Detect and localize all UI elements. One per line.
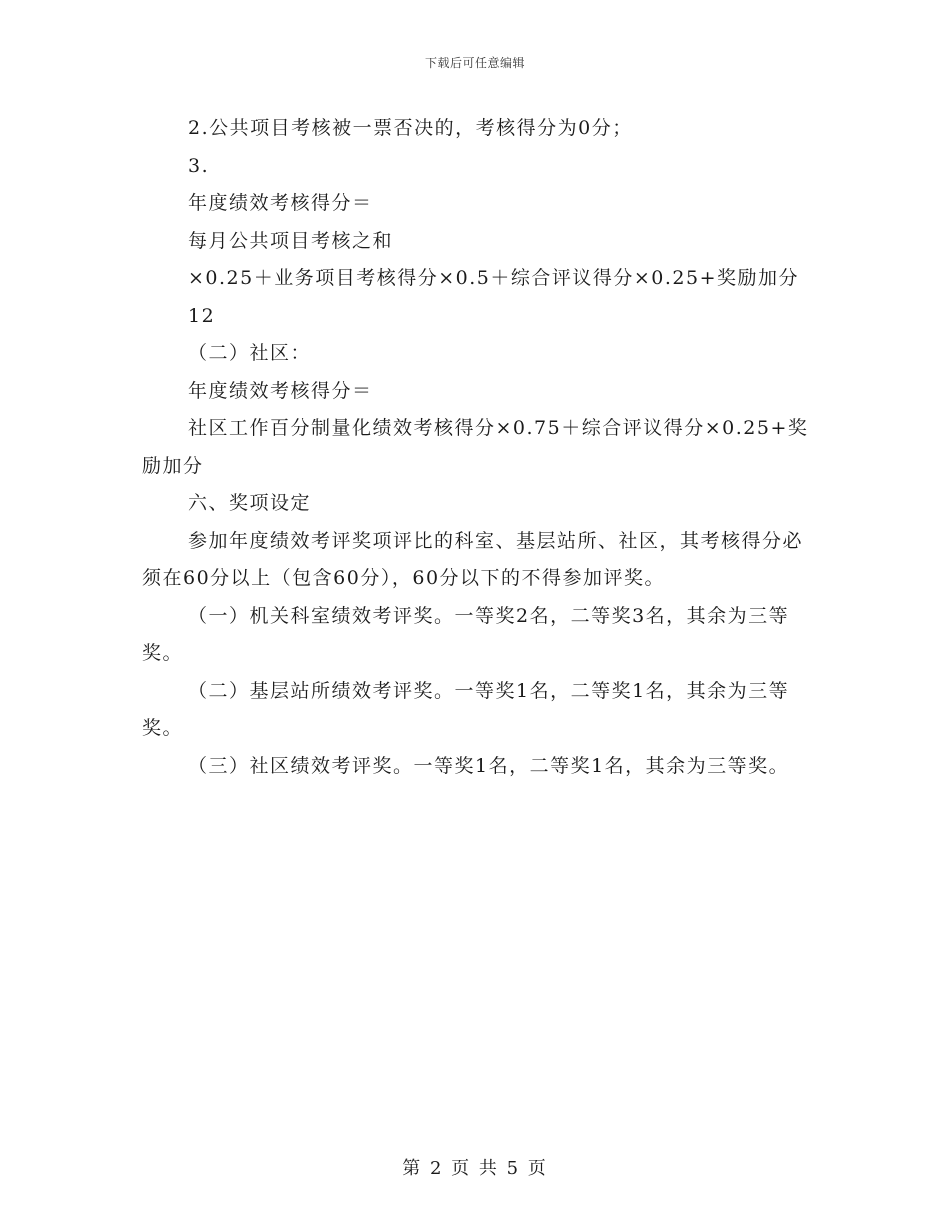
- paragraph-annual-score-label: 年度绩效考核得分＝: [188, 192, 373, 214]
- paragraph-community-heading: （二）社区：: [188, 342, 312, 364]
- paragraph-monthly-sum: 每月公共项目考核之和: [188, 229, 394, 252]
- section-heading-awards: 六、奖项设定: [188, 492, 312, 514]
- paragraph-award-eligibility: 参加年度绩效考评奖项评比的科室、基层站所、社区，其考核得分必须在60分以上（包含60分），60分以下的不得参加评奖。: [142, 529, 804, 589]
- paragraph-award-stations: （二）基层站所绩效考评奖。一等奖1名，二等奖1名，其余为三等奖。: [142, 679, 790, 739]
- paragraph-public-veto: 2.公共项目考核被一票否决的，考核得分为0分；: [188, 117, 633, 139]
- page-header-note: 下载后可任意编辑: [424, 56, 525, 70]
- page-number-footer: 第 2 页 共 5 页: [402, 1158, 548, 1179]
- document-body: [142, 110, 810, 785]
- paragraph-divisor: 12: [188, 304, 216, 327]
- paragraph-formula-agencies: ×0.25＋业务项目考核得分×0.5＋综合评议得分×0.25+奖励加分: [188, 267, 800, 289]
- paragraph-community-score-label: 年度绩效考核得分＝: [188, 379, 373, 402]
- paragraph-award-agencies: （一）机关科室绩效考评奖。一等奖2名，二等奖3名，其余为三等奖。: [142, 604, 790, 664]
- paragraph-award-community: （三）社区绩效考评奖。一等奖1名，二等奖1名，其余为三等奖。: [188, 754, 790, 777]
- paragraph-formula-community: 社区工作百分制量化绩效考核得分×0.75＋综合评议得分×0.25+奖励加分: [142, 417, 809, 477]
- paragraph-item-3: 3.: [188, 154, 210, 177]
